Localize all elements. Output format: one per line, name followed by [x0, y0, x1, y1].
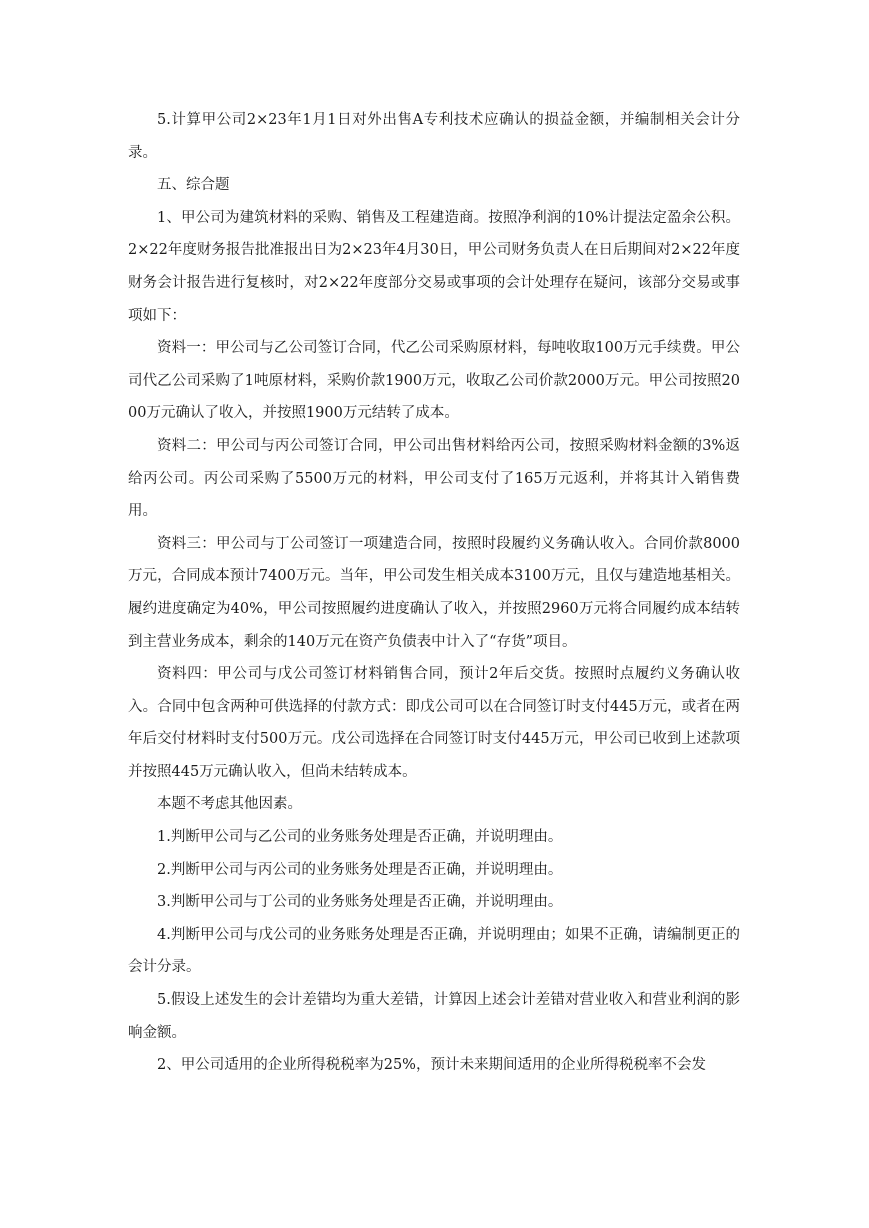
- material-2-paragraph: 资料二：甲公司与丙公司签订合同，甲公司出售材料给丙公司，按照采购材料金额的3%返给丙公司。丙公司采购了5500万元的材料，甲公司支付了165万元返利，并将其计入销售费用。: [128, 437, 740, 520]
- document-body: [128, 104, 740, 1082]
- material-1-paragraph: 资料一：甲公司与乙公司签订合同，代乙公司采购原材料，每吨收取100万元手续费。甲公司代乙公司采购了1吨原材料，采购价款1900万元，收取乙公司价款2000万元。甲公司按照2000万元确认了收入，并按照1900万元结转了成本。: [128, 340, 740, 422]
- sub-question-4: 4.判断甲公司与戊公司的业务账务处理是否正确，并说明理由；如果不正确，请编制更正的会计分录。: [128, 926, 740, 976]
- section-heading-comprehensive: 五、综合题: [157, 177, 230, 194]
- sub-question-1: 1.判断甲公司与乙公司的业务账务处理是否正确，并说明理由。: [157, 829, 563, 846]
- problem-2-intro: 2、甲公司适用的企业所得税税率为25%，预计未来期间适用的企业所得税税率不会发: [157, 1057, 706, 1074]
- sub-question-2: 2.判断甲公司与丙公司的业务账务处理是否正确，并说明理由。: [157, 861, 563, 878]
- material-3-paragraph: 资料三：甲公司与丁公司签订一项建造合同，按照时段履约义务确认收入。合同价款8000万元，合同成本预计7400万元。当年，甲公司发生相关成本3100万元，且仅与建造地基相关。履约进度确定为40%，甲公司按照履约进度确认了收入，并按照2960万元将合同履约成本结转到主营业务成本，剩余的140万元在资产负债表中计入了“存货”项目。: [128, 535, 740, 650]
- question-5-calc-patent-sale: 5.计算甲公司2×23年1月1日对外出售A专利技术应确认的损益金额，并编制相关会计分录。: [128, 112, 740, 161]
- sub-question-3: 3.判断甲公司与丁公司的业务账务处理是否正确，并说明理由。: [157, 894, 563, 911]
- note-paragraph: 本题不考虑其他因素。: [157, 796, 302, 813]
- sub-question-5: 5.假设上述发生的会计差错均为重大差错，计算因上述会计差错对营业收入和营业利润的影响金额。: [128, 992, 740, 1041]
- problem-1-intro: 1、甲公司为建筑材料的采购、销售及工程建造商。按照净利润的10%计提法定盈余公积。2×22年度财务报告批准报出日为2×23年4月30日，甲公司财务负责人在日后期间对2×22年度财务会计报告进行复核时，对2×22年度部分交易或事项的会计处理存在疑问，该部分交易或事项如下：: [128, 209, 740, 324]
- material-4-paragraph: 资料四：甲公司与戊公司签订材料销售合同，预计2年后交货。按照时点履约义务确认收入。合同中包含两种可供选择的付款方式：即戊公司可以在合同签订时支付445万元，或者在两年后交付材料时支付500万元。戊公司选择在合同签订时支付445万元，甲公司已收到上述款项并按照445万元确认收入，但尚未结转成本。: [128, 666, 740, 780]
